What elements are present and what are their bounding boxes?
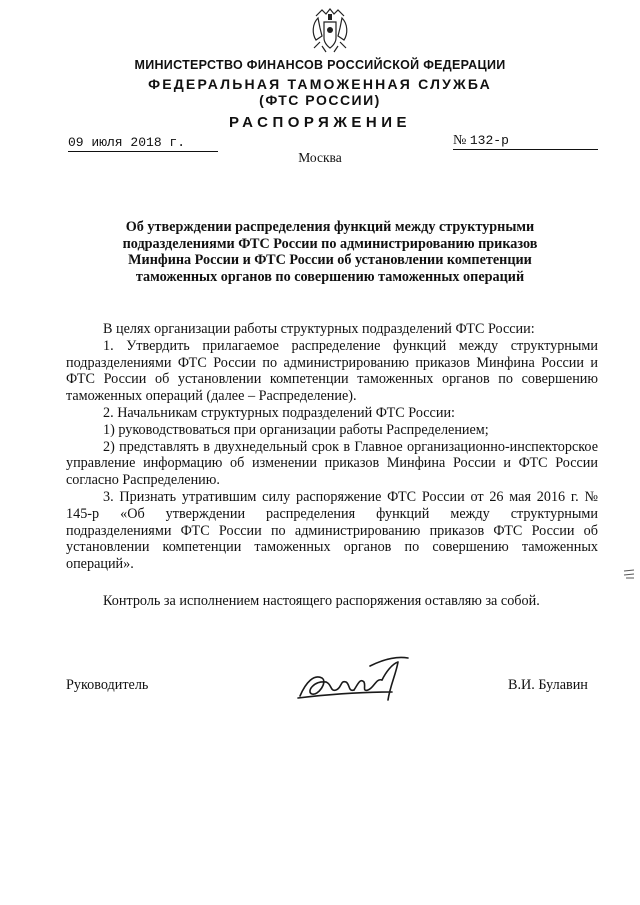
document-city: Москва [298, 150, 342, 165]
body-paragraph: В целях организации работы структурных подразделений ФТС России: [103, 321, 535, 337]
body-paragraph: 2) представлять в двухнедельный срок в Главное организационно-инспекторское управление информацию об изменении приказов Минфина России и ФТС России согласно Распределению. [66, 438, 598, 489]
handwritten-signature-icon [292, 652, 417, 707]
number-prefix: № [453, 133, 467, 148]
closing-paragraph: Контроль за исполнением настоящего распоряжения оставляю за собой. [103, 592, 540, 609]
document-type: РАСПОРЯЖЕНИЕ [228, 114, 412, 131]
document-number [453, 133, 598, 150]
scan-edge-mark [622, 568, 636, 580]
service-abbreviation: (ФТС РОССИИ) [259, 92, 381, 108]
ministry-name: МИНИСТЕРСТВО ФИНАНСОВ РОССИЙСКОЙ ФЕДЕРАЦИИ [134, 58, 506, 72]
body-paragraph: 3. Признать утратившим силу распоряжение ФТС России от 26 мая 2016 г. № 145-р «Об утверждении распределения функций между структурными подразделениями ФТС России по администрированию приказов ФТС России об установлении компетенции таможенных органов по совершению таможенных операций». [66, 488, 598, 573]
body-paragraph: 1. Утвердить прилагаемое распределение функций между структурными подразделениями ФТС России по администрированию приказов Минфина России и ФТС России об установлении компетенции таможенных органов по совершению таможенных операций (далее – Распределение). [66, 337, 598, 405]
signatory-name: В.И. Булавин [508, 677, 588, 693]
number-value: 132-р [469, 133, 509, 148]
russian-coat-of-arms-icon [308, 6, 352, 56]
signatory-position: Руководитель [66, 677, 149, 693]
document-title: Об утверждении распределения функций между структурными подразделениями ФТС России по администрированию приказов Минфина России и ФТС России об установлении компетенции таможенных органов по совершению таможенных операций [122, 219, 538, 285]
body-paragraph: 1) руководствоваться при организации работы Распределением; [103, 421, 489, 438]
document-date: 09 июля 2018 г. [68, 135, 218, 152]
service-name: ФЕДЕРАЛЬНАЯ ТАМОЖЕННАЯ СЛУЖБА [148, 76, 492, 92]
document-body [66, 321, 598, 610]
body-paragraph: 2. Начальникам структурных подразделений ФТС России: [103, 404, 455, 421]
